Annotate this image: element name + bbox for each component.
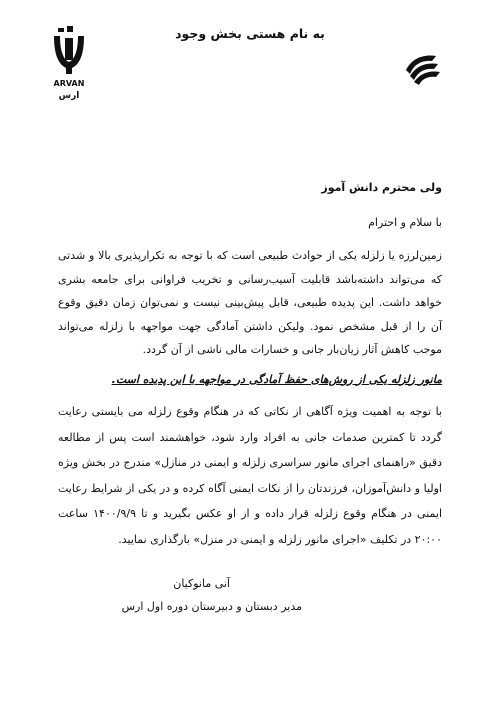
- page-heading: به نام هستی بخش وجود: [175, 26, 325, 41]
- signature-title: مدیر دبستان و دبیرستان دوره اول ارس: [121, 600, 302, 613]
- greeting: با سلام و احترام: [368, 215, 442, 229]
- signature-name: آنی مانوکیان: [173, 577, 230, 590]
- emblem-stripes-icon: [402, 48, 442, 88]
- paragraph-intro: زمین‌لرزه یا زلزله یکی از حوادث طبیعی است که با توجه به تکرارپذیری بالا و شدتی که می‌تواند داشته‌باشد قابلیت آسیب‌رسانی و تخریب فراوانی برای جامعه بشری خواهد داشت. این پدیده طبیعی، قابل پیش‌بینی نیست و نمی‌توان زمان دقیق وقوع آن را از قبل مشخص نمود. ولیکن داشتن آمادگی جهت مواجهه با زلزله می‌تواند موجب کاهش آثار زیان‌بار جانی و خسارات مالی ناشی از آن گردد.: [58, 249, 442, 356]
- subheading: مانور زلزله یکی از روش‌های حفظ آمادگی در مواجهه با این پدیده است.: [111, 372, 442, 386]
- logo-text-latin: ARVAN: [53, 79, 85, 88]
- paragraph-instructions: با توجه به اهمیت ویژه آگاهی از نکاتی که در هنگام وقوع زلزله می بایستی رعایت گردد تا کمترین صدمات جانی به افراد وارد شود، خواهشمند است پس از مطالعه دقیق «راهنمای اجرای مانور سراسری زلزله و ایمنی در منازل» مندرج در بخش ویژه اولیا و دانش‌آموزان، فرزندتان را از نکات ایمنی آگاه کرده و در یکی از شرایط رعایت ایمنی در هنگام وقوع زلزله قرار داده و از او عکس بگیرید و تا ۱۴۰۰/۹/۹ ساعت ۲۰:۰۰ در تکلیف «اجرای مانور زلزله و ایمنی در منزل» بارگذاری نمایید.: [58, 405, 443, 546]
- letter-body: [58, 176, 442, 552]
- logo-text-persian: ارس: [58, 91, 80, 101]
- salutation: ولی محترم دانش آموز: [321, 181, 442, 194]
